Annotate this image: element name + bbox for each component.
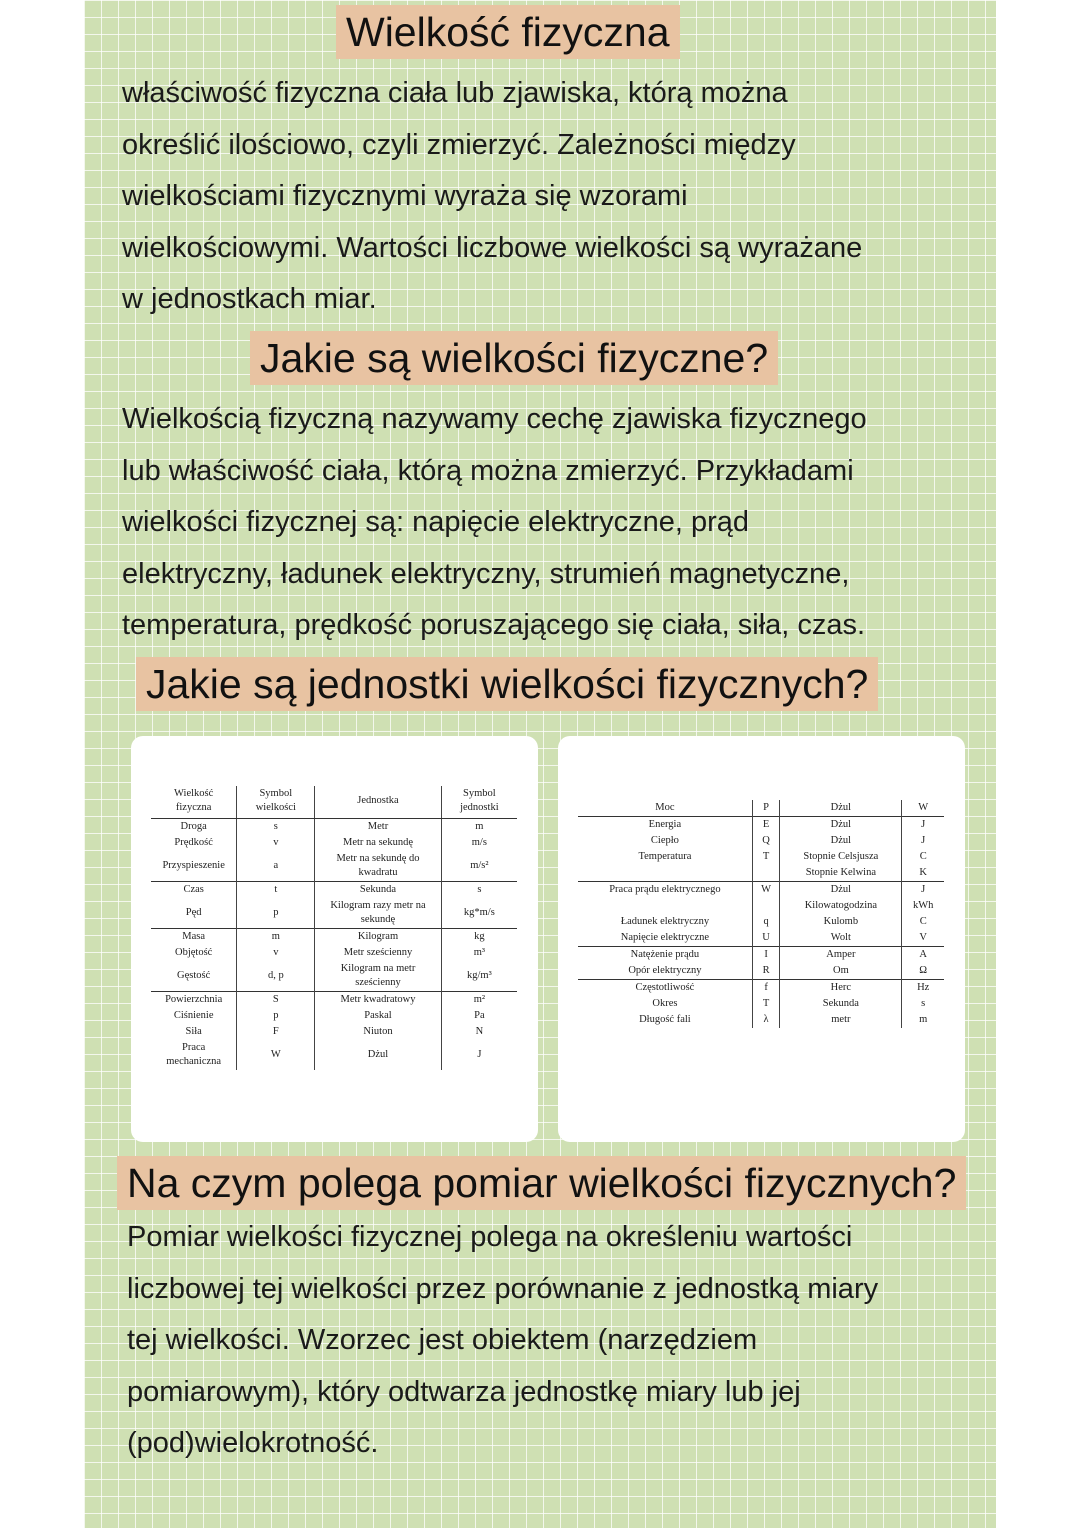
text-line: liczbowej tej wielkości przez porównanie z jednostką miary bbox=[127, 1272, 879, 1305]
table-cell: J bbox=[921, 835, 926, 846]
units-table-2 bbox=[578, 800, 944, 1028]
table-cell: Masa bbox=[151, 929, 237, 946]
table-cell: λ bbox=[752, 1012, 780, 1028]
table-cell: Kilowatogodzina bbox=[780, 898, 902, 914]
table-row bbox=[578, 980, 944, 997]
table-row bbox=[151, 929, 517, 946]
table-cell: Dżul bbox=[780, 817, 902, 834]
table-cell: Ω bbox=[919, 965, 928, 976]
table-cell: Metr sześcienny bbox=[315, 945, 441, 961]
table-row bbox=[151, 945, 517, 961]
table-cell: Om bbox=[780, 963, 902, 980]
table-cell: I bbox=[752, 947, 780, 964]
table-cell bbox=[752, 898, 780, 914]
infographic-sheet bbox=[84, 0, 996, 1528]
table-cell: Herc bbox=[780, 980, 902, 997]
text-line: wielkości fizycznej są: napięcie elektryczne, prąd bbox=[122, 506, 749, 538]
table-row bbox=[578, 914, 944, 930]
table-cell: Dżul bbox=[780, 833, 902, 849]
text-line: pomiarowym), który odtwarza jednostkę miary lub jej bbox=[127, 1375, 801, 1408]
table-row bbox=[151, 882, 517, 899]
table-cell: T bbox=[752, 996, 780, 1012]
column-header: Jednostka bbox=[315, 786, 441, 819]
table-row bbox=[578, 800, 944, 817]
table-cell: s bbox=[237, 819, 315, 836]
table-cell: Okres bbox=[578, 996, 752, 1012]
table-row bbox=[151, 1040, 517, 1070]
table-cell: s bbox=[921, 998, 926, 1009]
table-cell: Metr bbox=[315, 819, 441, 836]
table-cell: m/s bbox=[471, 837, 487, 848]
table-row bbox=[151, 851, 517, 882]
text-line: w jednostkach miar. bbox=[122, 283, 377, 315]
table-cell bbox=[578, 865, 752, 882]
table-cell: Opór elektryczny bbox=[578, 963, 752, 980]
table-cell: kWh bbox=[913, 900, 934, 911]
paragraph-measurement bbox=[127, 1212, 878, 1470]
table-cell: Przyspieszenie bbox=[151, 851, 237, 882]
table-cell: Energia bbox=[578, 817, 752, 834]
table-row bbox=[578, 996, 944, 1012]
column-header: Wielkość fizyczna bbox=[151, 786, 237, 819]
table-cell: p bbox=[237, 898, 315, 929]
text-line: określić ilościowo, czyli zmierzyć. Zależności między bbox=[122, 128, 796, 161]
table-cell: Gęstość bbox=[151, 961, 237, 992]
table-row bbox=[578, 865, 944, 882]
table-cell: Kilogram razy metr na sekundę bbox=[315, 898, 441, 929]
table-cell: Ciepło bbox=[578, 833, 752, 849]
table-cell: Metr kwadratowy bbox=[315, 992, 441, 1009]
units-table-card-1 bbox=[131, 736, 538, 1142]
table-cell: v bbox=[237, 835, 315, 851]
table-row bbox=[578, 817, 944, 834]
table-row bbox=[151, 992, 517, 1009]
table-cell: S bbox=[237, 992, 315, 1009]
table-cell: m bbox=[441, 819, 517, 836]
table-cell: P bbox=[752, 800, 780, 817]
table-header-row bbox=[151, 786, 517, 819]
table-cell: Pa bbox=[474, 1010, 485, 1021]
table-cell: N bbox=[475, 1026, 484, 1037]
table-row bbox=[578, 930, 944, 947]
table-cell: R bbox=[752, 963, 780, 980]
column-header: Symbol jednostki bbox=[441, 786, 517, 819]
table-cell: K bbox=[919, 867, 927, 878]
table-cell: Dżul bbox=[780, 882, 902, 899]
table-row bbox=[578, 833, 944, 849]
table-cell: kg/m³ bbox=[466, 970, 492, 981]
table-row bbox=[578, 947, 944, 964]
table-cell: T bbox=[752, 849, 780, 865]
text-line: (pod)wielokrotność. bbox=[127, 1427, 379, 1459]
table-cell: Praca prądu elektrycznego bbox=[578, 882, 752, 899]
table-cell: U bbox=[752, 930, 780, 947]
table-cell: Metr na sekundę do kwadratu bbox=[315, 851, 441, 882]
table-cell: kg bbox=[441, 929, 517, 946]
text-line: Wielkością fizyczną nazywamy cechę zjawiska fizycznego bbox=[122, 403, 867, 435]
text-line: lub właściwość ciała, którą można zmierzyć. Przykładami bbox=[122, 454, 854, 487]
table-cell: F bbox=[237, 1024, 315, 1040]
table-cell: J bbox=[902, 817, 944, 834]
table-cell: Metr na sekundę bbox=[315, 835, 441, 851]
table-cell: m bbox=[919, 1014, 928, 1025]
table-cell: Praca mechaniczna bbox=[151, 1040, 237, 1070]
table-row bbox=[151, 1008, 517, 1024]
units-table-1 bbox=[151, 786, 517, 1070]
table-cell: Stopnie Kelwina bbox=[780, 865, 902, 882]
table-cell: Q bbox=[752, 833, 780, 849]
units-table-card-2 bbox=[558, 736, 965, 1142]
table-cell: C bbox=[919, 916, 927, 927]
table-cell: f bbox=[752, 980, 780, 997]
table-cell: Siła bbox=[151, 1024, 237, 1040]
table-cell: Czas bbox=[151, 882, 237, 899]
table-cell: m³ bbox=[473, 947, 486, 958]
table-cell: Ładunek elektryczny bbox=[578, 914, 752, 930]
table-cell: Kilogram na metr sześcienny bbox=[315, 961, 441, 992]
table-cell: a bbox=[237, 851, 315, 882]
table-cell: Droga bbox=[151, 819, 237, 836]
heading-units: Jakie są jednostki wielkości fizycznych? bbox=[136, 657, 878, 711]
table-cell: m/s² bbox=[470, 860, 489, 871]
table-cell: m² bbox=[441, 992, 517, 1009]
table-cell: J bbox=[477, 1049, 482, 1060]
table-cell: Sekunda bbox=[315, 882, 441, 899]
table-cell: Prędkość bbox=[151, 835, 237, 851]
table-cell: Napięcie elektryczne bbox=[578, 930, 752, 947]
table-row bbox=[151, 819, 517, 836]
table-row bbox=[151, 898, 517, 929]
text-line: właściwość fizyczna ciała lub zjawiska, którą można bbox=[122, 77, 788, 109]
table-cell bbox=[752, 865, 780, 882]
table-cell: Sekunda bbox=[780, 996, 902, 1012]
text-line: Pomiar wielkości fizycznej polega na określeniu wartości bbox=[127, 1221, 853, 1253]
table-cell: t bbox=[237, 882, 315, 899]
table-cell: Hz bbox=[902, 980, 944, 997]
table-row bbox=[151, 835, 517, 851]
table-cell: Paskal bbox=[315, 1008, 441, 1024]
column-header: Symbol wielkości bbox=[237, 786, 315, 819]
table-cell: Moc bbox=[578, 800, 752, 817]
text-line: temperatura, prędkość poruszającego się ciała, siła, czas. bbox=[122, 609, 866, 641]
table-cell: Dżul bbox=[780, 800, 902, 817]
table-cell: Kulomb bbox=[780, 914, 902, 930]
table-cell: C bbox=[919, 851, 927, 862]
heading-measurement: Na czym polega pomiar wielkości fizycznych? bbox=[117, 1156, 966, 1210]
table-cell: d, p bbox=[237, 961, 315, 992]
table-cell: Kilogram bbox=[315, 929, 441, 946]
paragraph-examples bbox=[122, 394, 867, 652]
table-cell: Częstotliwość bbox=[578, 980, 752, 997]
table-cell: Amper bbox=[780, 947, 902, 964]
heading-what-quantities: Jakie są wielkości fizyczne? bbox=[250, 331, 778, 385]
table-cell: Wolt bbox=[780, 930, 902, 947]
table-cell: Niuton bbox=[315, 1024, 441, 1040]
table-cell: Długość fali bbox=[578, 1012, 752, 1028]
table-cell: V bbox=[919, 932, 927, 943]
heading-physical-quantity: Wielkość fizyczna bbox=[336, 5, 680, 59]
table-cell: metr bbox=[780, 1012, 902, 1028]
table-cell: m bbox=[237, 929, 315, 946]
table-row bbox=[578, 1012, 944, 1028]
table-cell: J bbox=[902, 882, 944, 899]
table-cell: Natężenie prądu bbox=[578, 947, 752, 964]
paragraph-definition bbox=[122, 68, 862, 326]
table-cell: Objętość bbox=[151, 945, 237, 961]
table-cell: s bbox=[441, 882, 517, 899]
table-cell: W bbox=[918, 802, 929, 813]
table-row bbox=[151, 1024, 517, 1040]
table-cell: W bbox=[237, 1040, 315, 1070]
table-cell: A bbox=[902, 947, 944, 964]
table-cell: v bbox=[237, 945, 315, 961]
text-line: wielkościami fizycznymi wyraża się wzorami bbox=[122, 180, 688, 212]
table-row bbox=[578, 963, 944, 980]
table-cell: Powierzchnia bbox=[151, 992, 237, 1009]
table-cell: Stopnie Celsjusza bbox=[780, 849, 902, 865]
table-row bbox=[578, 849, 944, 865]
table-cell bbox=[578, 898, 752, 914]
table-cell: Dżul bbox=[315, 1040, 441, 1070]
table-cell: W bbox=[752, 882, 780, 899]
table-row bbox=[578, 882, 944, 899]
text-line: tej wielkości. Wzorzec jest obiektem (narzędziem bbox=[127, 1324, 758, 1356]
table-row bbox=[151, 961, 517, 992]
table-cell: q bbox=[752, 914, 780, 930]
table-cell: Temperatura bbox=[578, 849, 752, 865]
text-line: elektryczny, ładunek elektryczny, strumień magnetyczne, bbox=[122, 557, 850, 590]
table-cell: Ciśnienie bbox=[151, 1008, 237, 1024]
table-cell: p bbox=[237, 1008, 315, 1024]
table-cell: kg*m/s bbox=[463, 907, 495, 918]
table-cell: E bbox=[752, 817, 780, 834]
table-cell: Pęd bbox=[151, 898, 237, 929]
text-line: wielkościowymi. Wartości liczbowe wielkości są wyrażane bbox=[122, 231, 863, 264]
table-row bbox=[578, 898, 944, 914]
